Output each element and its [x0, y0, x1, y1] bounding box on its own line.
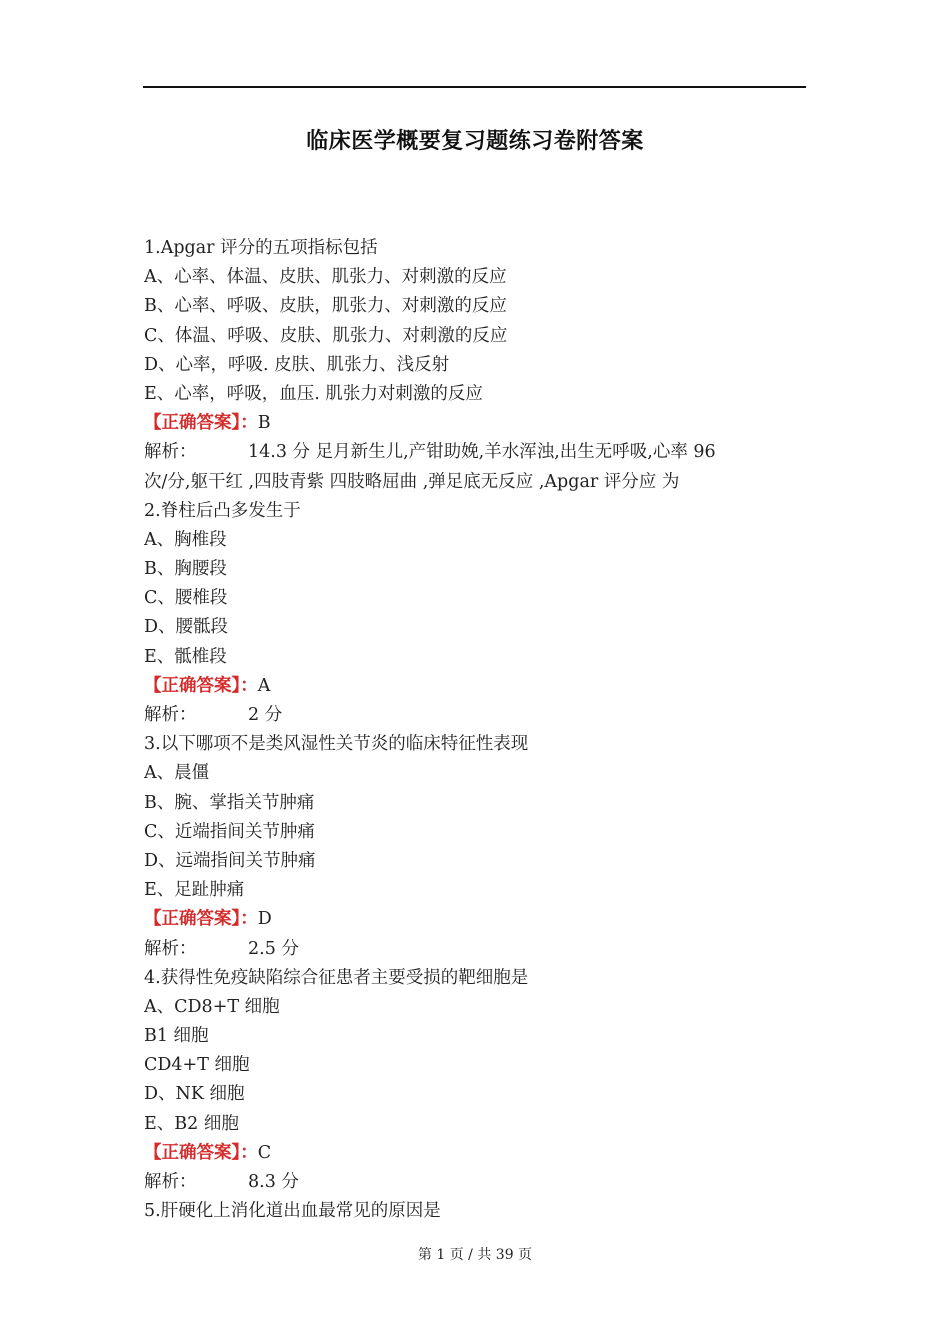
option-d: D、NK 细胞 — [144, 1084, 245, 1105]
answer-label: 【正确答案】： — [144, 413, 258, 434]
option-a: A、晨僵 — [144, 763, 210, 784]
question-stem: 3.以下哪项不是类风湿性关节炎的临床特征性表现 — [144, 734, 529, 755]
analysis-label: 解析： — [144, 705, 197, 725]
answer-line — [144, 672, 784, 701]
analysis-text: 8.3 分 — [248, 1172, 299, 1192]
option-a: A、心率、体温、皮肤、肌张力、对刺激的反应 — [144, 267, 507, 288]
analysis-line — [144, 438, 784, 467]
question-stem: 1.Apgar 评分的五项指标包括 — [144, 238, 378, 258]
answer-line — [144, 905, 784, 934]
option-b: B1 细胞 — [144, 1026, 209, 1047]
page-title: 临床医学概要复习题练习卷附答案 — [306, 129, 644, 154]
analysis-text: 14.3 分 足月新生儿,产钳助娩,羊水浑浊,出生无呼吸,心率 96 — [248, 442, 716, 463]
analysis-continuation: 次/分,躯干红 ,四肢青紫 四肢略屈曲 ,弹足底无反应 ,Apgar 评分应 为 — [144, 471, 680, 492]
option-e: E、骶椎段 — [144, 646, 227, 667]
option-c: CD4+T 细胞 — [144, 1055, 250, 1076]
answer-label: 【正确答案】： — [144, 675, 258, 696]
question-stem: 5.肝硬化上消化道出血最常见的原因是 — [144, 1201, 441, 1222]
analysis-label: 解析： — [144, 1172, 197, 1192]
answer-label: 【正确答案】： — [144, 909, 258, 930]
question-stem: 2.脊柱后凸多发生于 — [144, 500, 301, 521]
answer-line — [144, 1139, 784, 1168]
answer-value: B — [257, 413, 271, 434]
option-e: E、B2 细胞 — [144, 1113, 239, 1134]
answer-value: D — [257, 909, 272, 930]
option-b: B、心率、呼吸、皮肤，肌张力、对刺激的反应 — [144, 296, 507, 317]
analysis-label: 解析： — [144, 938, 197, 959]
option-b: B、胸腰段 — [144, 559, 227, 580]
page-footer: 第 1 页 / 共 39 页 — [417, 1247, 533, 1263]
answer-line — [144, 409, 784, 438]
question-stem: 4.获得性免疫缺陷综合征患者主要受损的靶细胞是 — [144, 967, 529, 988]
option-a: A、CD8+T 细胞 — [144, 996, 280, 1017]
analysis-text: 2.5 分 — [248, 938, 299, 959]
analysis-line — [144, 1168, 784, 1197]
option-e: E、足趾肿痛 — [144, 880, 245, 901]
option-d: D、腰骶段 — [144, 617, 229, 638]
option-a: A、胸椎段 — [144, 529, 227, 550]
answer-value: A — [257, 675, 271, 696]
answer-label: 【正确答案】： — [144, 1142, 258, 1163]
analysis-line — [144, 935, 784, 964]
analysis-text: 2 分 — [248, 705, 283, 725]
option-c: C、腰椎段 — [144, 588, 228, 609]
option-c: C、体温、呼吸、皮肤、肌张力、对刺激的反应 — [144, 325, 508, 346]
analysis-label: 解析： — [144, 442, 197, 463]
option-b: B、腕、掌指关节肿痛 — [144, 792, 315, 813]
answer-value: C — [257, 1142, 272, 1163]
option-d: D、心率，呼吸. 皮肤、肌张力、浅反射 — [144, 354, 450, 375]
option-c: C、近端指间关节肿痛 — [144, 821, 315, 842]
option-d: D、远端指间关节肿痛 — [144, 850, 316, 871]
analysis-line — [144, 701, 784, 730]
question-list — [144, 234, 784, 1226]
option-e: E、心率，呼吸，血压. 肌张力对刺激的反应 — [144, 383, 483, 404]
header-rule — [143, 86, 806, 88]
